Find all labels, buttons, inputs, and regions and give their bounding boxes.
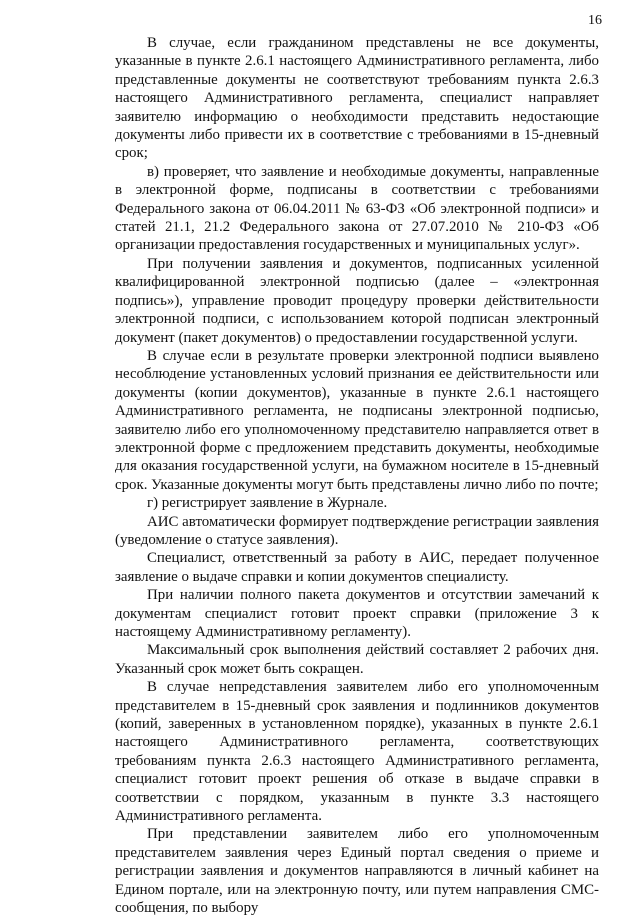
paragraph: В случае, если гражданином представлены не все документы, указанные в пункте 2.6.1 настоящего Административного регламента, либо представленные документы не соответствуют требованиям пункта 2.6.3 настоящего Административного регламента, специалист направляет заявителю информацию о необходимости представить недостающие документы либо привести их в соответствие с требованиями в 15-дневный срок; [115,35,599,162]
page-number: 16 [588,13,602,28]
paragraph: В случае если в результате проверки электронной подписи выявлено несоблюдение установленных условий признания ее действительности или документы (копии документов), указанные в пункте 2.6.1 настоящего Административного регламента, не подписаны электронной подписью, заявителю либо его уполномоченному представителю направляется ответ в электронной форме с предложением представить документы, необходимые для оказания государственной услуги, на бумажном носителе в 15-дневный срок. Указанные документы могут быть представлены лично либо по почте; [115,347,599,493]
paragraph: Максимальный срок выполнения действий составляет 2 рабочих дня. Указанный срок может быть сокращен. [115,642,599,677]
paragraph: В случае непредставления заявителем либо его уполномоченным представителем в 15-дневный срок заявления и подлинников документов (копий, заверенных в установленном порядке), указанных в пункте 2.6.1 настоящего Административного регламента, соответствующих требованиям пункта 2.6.3 настоящего Административного регламента, специалист готовит проект решения об отказе в выдаче справки в соответствии с порядком, указанным в пункте 3.3 настоящего Административного регламента. [115,679,599,825]
paragraph: г) регистрирует заявление в Журнале. [147,495,388,512]
paragraph: АИС автоматически формирует подтверждение регистрации заявления (уведомление о статусе заявления). [115,513,599,548]
paragraph: При получении заявления и документов, подписанных усиленной квалифицированной электронной подписью (далее – «электронная подпись»), управление проводит процедуру проверки действительности электронной подписи, с использованием которой подписан электронный документ (пакет документов) о предоставлении государственной услуги. [115,255,599,346]
document-body [115,34,599,918]
paragraph: в) проверяет, что заявление и необходимые документы, направленные в электронной форме, подписаны в соответствии с требованиями Федерального закона от 06.04.2011 № 63-ФЗ «Об электронной подписи» и статей 21.1, 21.2 Федерального закона от 27.07.2010 № 210-ФЗ «Об организации предоставления государственных и муниципальных услуг». [115,163,599,254]
paragraph: При представлении заявителем либо его уполномоченным представителем заявления через Единый портал сведения о приеме и регистрации заявления и документов направляются в личный кабинет на Едином портале, или на электронную почту, или путем направления СМС-сообщения, по выбору [115,826,599,917]
paragraph: Специалист, ответственный за работу в АИС, передает полученное заявление о выдаче справки и копии документов специалисту. [115,550,599,585]
paragraph: При наличии полного пакета документов и отсутствии замечаний к документам специалист готовит проект справки (приложение 3 к настоящему Административному регламенту). [115,587,599,640]
